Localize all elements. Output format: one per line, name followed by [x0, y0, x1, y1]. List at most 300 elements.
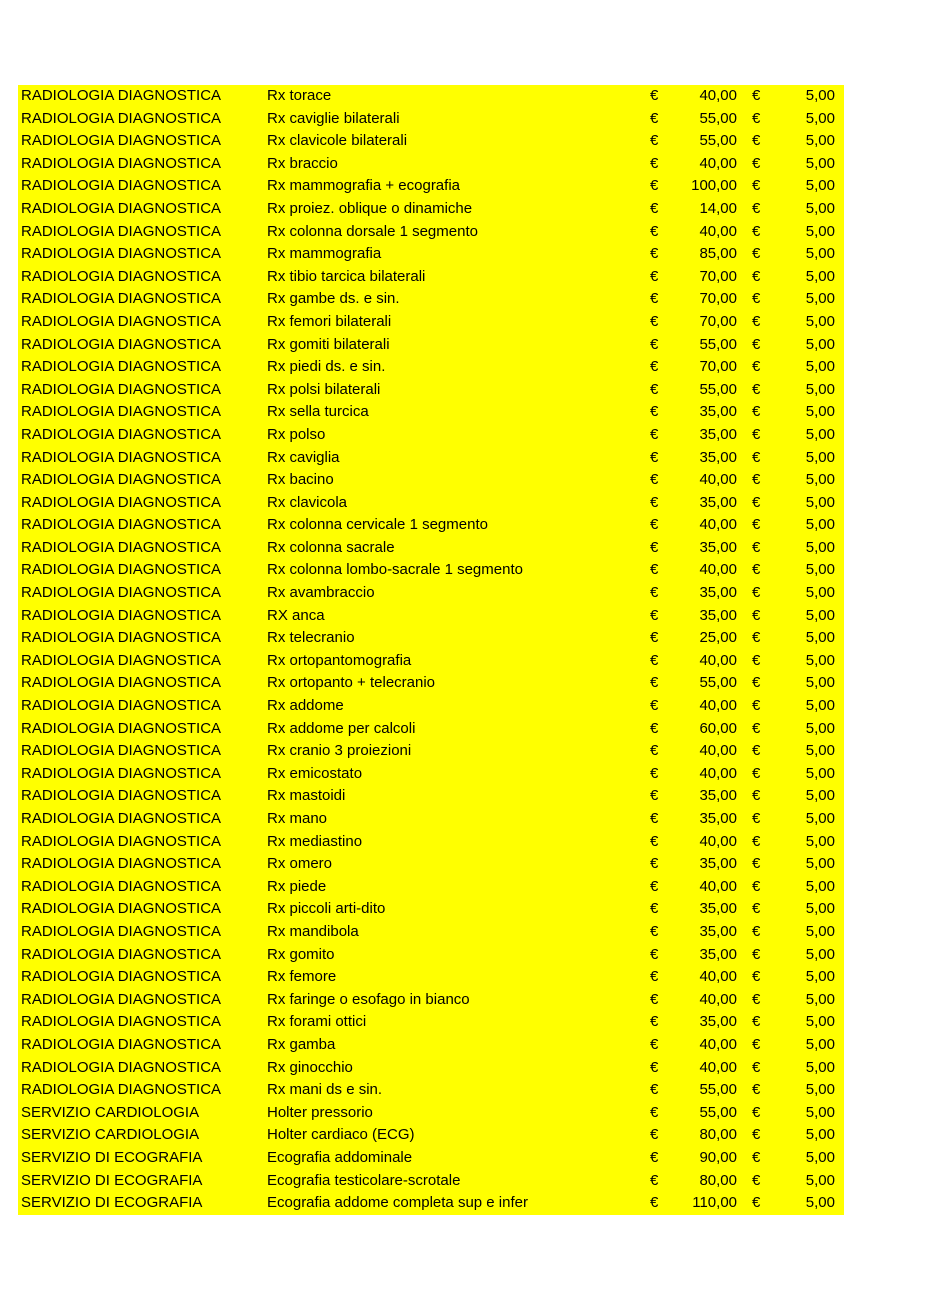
price-currency-cell: €: [650, 945, 659, 963]
fee-cell: 5,00: [805, 199, 835, 217]
exam-name-cell: Rx faringe o esofago in bianco: [267, 990, 470, 1008]
price-cell: 40,00: [699, 742, 737, 760]
price-currency-cell: €: [650, 651, 659, 669]
price-currency-cell: €: [650, 335, 659, 353]
exam-name-cell: Rx avambraccio: [267, 584, 375, 602]
price-currency-cell: €: [650, 855, 659, 873]
department-cell: SERVIZIO CARDIOLOGIA: [21, 1103, 200, 1121]
price-currency-cell: €: [650, 584, 659, 602]
department-cell: RADIOLOGIA DIAGNOSTICA: [21, 132, 222, 150]
fee-currency-cell: €: [752, 968, 761, 986]
table-row: [18, 921, 844, 944]
fee-currency-cell: €: [752, 516, 761, 534]
exam-name-cell: Rx caviglia: [267, 448, 340, 466]
exam-name-cell: Rx ortopantomografia: [267, 651, 412, 669]
price-cell: 40,00: [699, 990, 737, 1008]
exam-name-cell: Rx gomito: [267, 945, 335, 963]
exam-name-cell: Rx mani ds e sin.: [267, 1081, 383, 1099]
price-currency-cell: €: [650, 764, 659, 782]
price-currency-cell: €: [650, 832, 659, 850]
fee-currency-cell: €: [752, 674, 761, 692]
fee-cell: 5,00: [805, 538, 835, 556]
exam-name-cell: Rx mammografia: [267, 245, 382, 263]
price-cell: 40,00: [699, 154, 737, 172]
table-row: [18, 288, 844, 311]
price-currency-cell: €: [650, 1058, 659, 1076]
price-cell: 35,00: [699, 493, 737, 511]
table-row: [18, 1057, 844, 1080]
price-cell: 70,00: [699, 312, 737, 330]
department-cell: SERVIZIO CARDIOLOGIA: [21, 1126, 200, 1144]
table-row: [18, 1170, 844, 1193]
fee-currency-cell: €: [752, 1081, 761, 1099]
table-row: [18, 108, 844, 131]
fee-currency-cell: €: [752, 1103, 761, 1121]
price-currency-cell: €: [650, 425, 659, 443]
price-cell: 35,00: [699, 403, 737, 421]
fee-currency-cell: €: [752, 584, 761, 602]
price-currency-cell: €: [650, 1194, 659, 1212]
department-cell: RADIOLOGIA DIAGNOSTICA: [21, 403, 222, 421]
exam-name-cell: Rx polso: [267, 425, 326, 443]
price-currency-cell: €: [650, 403, 659, 421]
table-row: [18, 469, 844, 492]
table-row: [18, 1079, 844, 1102]
department-cell: RADIOLOGIA DIAGNOSTICA: [21, 380, 222, 398]
price-currency-cell: €: [650, 222, 659, 240]
price-currency-cell: €: [650, 245, 659, 263]
department-cell: RADIOLOGIA DIAGNOSTICA: [21, 358, 222, 376]
fee-currency-cell: €: [752, 764, 761, 782]
department-cell: RADIOLOGIA DIAGNOSTICA: [21, 290, 222, 308]
table-row: [18, 221, 844, 244]
price-cell: 40,00: [699, 651, 737, 669]
department-cell: RADIOLOGIA DIAGNOSTICA: [21, 1035, 222, 1053]
exam-name-cell: Rx addome per calcoli: [267, 719, 416, 737]
table-row: [18, 175, 844, 198]
fee-currency-cell: €: [752, 651, 761, 669]
table-row: [18, 695, 844, 718]
department-cell: RADIOLOGIA DIAGNOSTICA: [21, 697, 222, 715]
exam-name-cell: Rx piedi ds. e sin.: [267, 358, 386, 376]
fee-cell: 5,00: [805, 109, 835, 127]
fee-currency-cell: €: [752, 290, 761, 308]
department-cell: RADIOLOGIA DIAGNOSTICA: [21, 719, 222, 737]
department-cell: RADIOLOGIA DIAGNOSTICA: [21, 922, 222, 940]
fee-currency-cell: €: [752, 855, 761, 873]
fee-cell: 5,00: [805, 990, 835, 1008]
department-cell: RADIOLOGIA DIAGNOSTICA: [21, 651, 222, 669]
price-cell: 55,00: [699, 132, 737, 150]
fee-currency-cell: €: [752, 1171, 761, 1189]
fee-cell: 5,00: [805, 335, 835, 353]
table-row: [18, 266, 844, 289]
price-currency-cell: €: [650, 968, 659, 986]
fee-currency-cell: €: [752, 629, 761, 647]
fee-cell: 5,00: [805, 493, 835, 511]
exam-name-cell: Rx femore: [267, 968, 337, 986]
fee-currency-cell: €: [752, 742, 761, 760]
fee-cell: 5,00: [805, 922, 835, 940]
price-cell: 90,00: [699, 1148, 737, 1166]
price-cell: 55,00: [699, 380, 737, 398]
table-row: [18, 514, 844, 537]
department-cell: SERVIZIO DI ECOGRAFIA: [21, 1148, 203, 1166]
price-currency-cell: €: [650, 1013, 659, 1031]
exam-name-cell: Rx clavicola: [267, 493, 348, 511]
department-cell: RADIOLOGIA DIAGNOSTICA: [21, 109, 222, 127]
table-row: [18, 559, 844, 582]
price-cell: 35,00: [699, 810, 737, 827]
department-cell: RADIOLOGIA DIAGNOSTICA: [21, 855, 222, 873]
price-currency-cell: €: [650, 787, 659, 805]
price-currency-cell: €: [650, 719, 659, 737]
exam-name-cell: Rx polsi bilaterali: [267, 380, 381, 398]
exam-name-cell: Rx femori bilaterali: [267, 312, 392, 330]
price-cell: 55,00: [699, 1081, 737, 1099]
department-cell: SERVIZIO DI ECOGRAFIA: [21, 1194, 203, 1212]
fee-currency-cell: €: [752, 87, 761, 104]
exam-name-cell: Rx mastoidi: [267, 787, 346, 805]
price-currency-cell: €: [650, 674, 659, 692]
fee-cell: 5,00: [805, 832, 835, 850]
table-row: [18, 401, 844, 424]
exam-name-cell: Rx sella turcica: [267, 403, 369, 421]
price-currency-cell: €: [650, 1081, 659, 1099]
fee-currency-cell: €: [752, 132, 761, 150]
fee-cell: 5,00: [805, 1081, 835, 1099]
table-row: [18, 85, 844, 108]
table-row: [18, 876, 844, 899]
department-cell: RADIOLOGIA DIAGNOSTICA: [21, 810, 222, 827]
exam-name-cell: Rx bacino: [267, 471, 334, 489]
price-currency-cell: €: [650, 1148, 659, 1166]
table-row: [18, 672, 844, 695]
price-cell: 40,00: [699, 471, 737, 489]
exam-name-cell: Rx piccoli arti-dito: [267, 900, 386, 918]
table-row: [18, 537, 844, 560]
table-row: [18, 198, 844, 221]
fee-currency-cell: €: [752, 245, 761, 263]
exam-name-cell: Rx mammografia + ecografia: [267, 177, 460, 195]
price-cell: 110,00: [692, 1194, 737, 1212]
fee-currency-cell: €: [752, 312, 761, 330]
department-cell: RADIOLOGIA DIAGNOSTICA: [21, 945, 222, 963]
department-cell: RADIOLOGIA DIAGNOSTICA: [21, 493, 222, 511]
department-cell: RADIOLOGIA DIAGNOSTICA: [21, 629, 222, 647]
price-cell: 80,00: [699, 1126, 737, 1144]
department-cell: RADIOLOGIA DIAGNOSTICA: [21, 674, 222, 692]
price-currency-cell: €: [650, 516, 659, 534]
fee-cell: 5,00: [805, 697, 835, 715]
department-cell: RADIOLOGIA DIAGNOSTICA: [21, 764, 222, 782]
exam-name-cell: Rx ortopanto + telecranio: [267, 674, 436, 692]
fee-cell: 5,00: [805, 448, 835, 466]
fee-cell: 5,00: [805, 1148, 835, 1166]
fee-cell: 5,00: [805, 877, 835, 895]
department-cell: RADIOLOGIA DIAGNOSTICA: [21, 87, 222, 104]
price-currency-cell: €: [650, 290, 659, 308]
fee-cell: 5,00: [805, 1035, 835, 1053]
exam-name-cell: Rx ginocchio: [267, 1058, 353, 1076]
price-cell: 55,00: [699, 674, 737, 692]
table-row: [18, 1011, 844, 1034]
price-cell: 80,00: [699, 1171, 737, 1189]
exam-name-cell: Ecografia addome completa sup e infer: [267, 1194, 528, 1212]
price-cell: 35,00: [699, 787, 737, 805]
price-currency-cell: €: [650, 1126, 659, 1144]
table-row: [18, 153, 844, 176]
exam-name-cell: Holter pressorio: [267, 1103, 373, 1121]
price-cell: 35,00: [699, 448, 737, 466]
fee-cell: 5,00: [805, 810, 835, 827]
price-currency-cell: €: [650, 742, 659, 760]
department-cell: RADIOLOGIA DIAGNOSTICA: [21, 900, 222, 918]
department-cell: RADIOLOGIA DIAGNOSTICA: [21, 471, 222, 489]
fee-currency-cell: €: [752, 154, 761, 172]
table-row: [18, 379, 844, 402]
fee-cell: 5,00: [805, 87, 835, 104]
exam-name-cell: Rx telecranio: [267, 629, 355, 647]
price-cell: 35,00: [699, 1013, 737, 1031]
department-cell: RADIOLOGIA DIAGNOSTICA: [21, 561, 222, 579]
fee-cell: 5,00: [805, 380, 835, 398]
fee-currency-cell: €: [752, 1058, 761, 1076]
table-row: [18, 989, 844, 1012]
fee-currency-cell: €: [752, 380, 761, 398]
table-row: [18, 808, 844, 831]
department-cell: RADIOLOGIA DIAGNOSTICA: [21, 1058, 222, 1076]
exam-name-cell: Rx cranio 3 proiezioni: [267, 742, 412, 760]
price-cell: 70,00: [699, 358, 737, 376]
department-cell: RADIOLOGIA DIAGNOSTICA: [21, 877, 222, 895]
fee-cell: 5,00: [805, 1171, 835, 1189]
table-row: [18, 356, 844, 379]
fee-cell: 5,00: [805, 629, 835, 647]
department-cell: RADIOLOGIA DIAGNOSTICA: [21, 606, 222, 624]
price-currency-cell: €: [650, 448, 659, 466]
fee-cell: 5,00: [805, 245, 835, 263]
table-row: [18, 243, 844, 266]
fee-cell: 5,00: [805, 516, 835, 534]
department-cell: RADIOLOGIA DIAGNOSTICA: [21, 538, 222, 556]
department-cell: RADIOLOGIA DIAGNOSTICA: [21, 154, 222, 172]
table-row: [18, 1124, 844, 1147]
table-row: [18, 785, 844, 808]
department-cell: RADIOLOGIA DIAGNOSTICA: [21, 267, 222, 285]
price-currency-cell: €: [650, 380, 659, 398]
fee-cell: 5,00: [805, 1103, 835, 1121]
department-cell: RADIOLOGIA DIAGNOSTICA: [21, 245, 222, 263]
price-cell: 35,00: [699, 855, 737, 873]
price-currency-cell: €: [650, 697, 659, 715]
department-cell: RADIOLOGIA DIAGNOSTICA: [21, 448, 222, 466]
fee-currency-cell: €: [752, 425, 761, 443]
fee-cell: 5,00: [805, 651, 835, 669]
table-row: [18, 718, 844, 741]
fee-cell: 5,00: [805, 719, 835, 737]
fee-currency-cell: €: [752, 945, 761, 963]
department-cell: RADIOLOGIA DIAGNOSTICA: [21, 177, 222, 195]
fee-currency-cell: €: [752, 922, 761, 940]
fee-currency-cell: €: [752, 900, 761, 918]
exam-name-cell: Rx torace: [267, 87, 332, 104]
fee-currency-cell: €: [752, 1126, 761, 1144]
department-cell: RADIOLOGIA DIAGNOSTICA: [21, 584, 222, 602]
table-row: [18, 311, 844, 334]
table-row: [18, 492, 844, 515]
price-currency-cell: €: [650, 990, 659, 1008]
exam-name-cell: Rx mano: [267, 810, 328, 827]
price-cell: 35,00: [699, 945, 737, 963]
price-cell: 40,00: [699, 1035, 737, 1053]
price-currency-cell: €: [650, 1035, 659, 1053]
price-cell: 40,00: [699, 87, 737, 104]
price-currency-cell: €: [650, 132, 659, 150]
fee-currency-cell: €: [752, 877, 761, 895]
exam-name-cell: Ecografia testicolare-scrotale: [267, 1171, 461, 1189]
fee-currency-cell: €: [752, 606, 761, 624]
exam-name-cell: Rx omero: [267, 855, 333, 873]
price-cell: 40,00: [699, 516, 737, 534]
fee-currency-cell: €: [752, 1013, 761, 1031]
price-cell: 40,00: [699, 222, 737, 240]
price-currency-cell: €: [650, 358, 659, 376]
department-cell: RADIOLOGIA DIAGNOSTICA: [21, 990, 222, 1008]
price-cell: 40,00: [699, 561, 737, 579]
table-row: [18, 447, 844, 470]
price-currency-cell: €: [650, 900, 659, 918]
fee-cell: 5,00: [805, 900, 835, 918]
price-cell: 40,00: [699, 697, 737, 715]
department-cell: RADIOLOGIA DIAGNOSTICA: [21, 1013, 222, 1031]
fee-currency-cell: €: [752, 448, 761, 466]
price-currency-cell: €: [650, 1171, 659, 1189]
fee-currency-cell: €: [752, 109, 761, 127]
fee-currency-cell: €: [752, 471, 761, 489]
fee-cell: 5,00: [805, 403, 835, 421]
price-currency-cell: €: [650, 154, 659, 172]
exam-name-cell: Rx forami ottici: [267, 1013, 367, 1031]
table-row: [18, 740, 844, 763]
department-cell: RADIOLOGIA DIAGNOSTICA: [21, 1081, 222, 1099]
department-cell: RADIOLOGIA DIAGNOSTICA: [21, 787, 222, 805]
exam-name-cell: Holter cardiaco (ECG): [267, 1126, 415, 1144]
table-row: [18, 424, 844, 447]
price-currency-cell: €: [650, 877, 659, 895]
price-cell: 35,00: [699, 584, 737, 602]
department-cell: RADIOLOGIA DIAGNOSTICA: [21, 968, 222, 986]
price-cell: 35,00: [699, 922, 737, 940]
price-currency-cell: €: [650, 87, 659, 104]
fee-cell: 5,00: [805, 267, 835, 285]
price-cell: 35,00: [699, 425, 737, 443]
exam-name-cell: Rx colonna dorsale 1 segmento: [267, 222, 478, 240]
table-row: [18, 944, 844, 967]
price-cell: 14,00: [699, 199, 737, 217]
exam-name-cell: Rx proiez. oblique o dinamiche: [267, 199, 473, 217]
fee-cell: 5,00: [805, 606, 835, 624]
fee-cell: 5,00: [805, 584, 835, 602]
price-cell: 35,00: [699, 606, 737, 624]
department-cell: RADIOLOGIA DIAGNOSTICA: [21, 199, 222, 217]
price-cell: 40,00: [699, 832, 737, 850]
table-row: [18, 966, 844, 989]
price-currency-cell: €: [650, 1103, 659, 1121]
fee-cell: 5,00: [805, 855, 835, 873]
fee-cell: 5,00: [805, 1194, 835, 1212]
fee-cell: 5,00: [805, 154, 835, 172]
table-row: [18, 334, 844, 357]
table-row: [18, 763, 844, 786]
price-cell: 40,00: [699, 968, 737, 986]
price-cell: 85,00: [699, 245, 737, 263]
price-cell: 35,00: [699, 900, 737, 918]
exam-name-cell: Rx clavicole bilaterali: [267, 132, 408, 150]
price-currency-cell: €: [650, 538, 659, 556]
fee-cell: 5,00: [805, 742, 835, 760]
exam-name-cell: Rx mandibola: [267, 922, 359, 940]
price-currency-cell: €: [650, 471, 659, 489]
exam-name-cell: Rx tibio tarcica bilaterali: [267, 267, 426, 285]
fee-cell: 5,00: [805, 425, 835, 443]
fee-currency-cell: €: [752, 358, 761, 376]
price-currency-cell: €: [650, 177, 659, 195]
table-row: [18, 130, 844, 153]
exam-name-cell: Rx piede: [267, 877, 327, 895]
department-cell: RADIOLOGIA DIAGNOSTICA: [21, 516, 222, 534]
fee-cell: 5,00: [805, 764, 835, 782]
fee-currency-cell: €: [752, 1148, 761, 1166]
exam-name-cell: RX anca: [267, 606, 325, 624]
price-currency-cell: €: [650, 312, 659, 330]
fee-cell: 5,00: [805, 945, 835, 963]
exam-name-cell: Rx gambe ds. e sin.: [267, 290, 400, 308]
fee-cell: 5,00: [805, 968, 835, 986]
price-cell: 70,00: [699, 290, 737, 308]
price-currency-cell: €: [650, 561, 659, 579]
fee-currency-cell: €: [752, 832, 761, 850]
department-cell: RADIOLOGIA DIAGNOSTICA: [21, 312, 222, 330]
exam-name-cell: Rx caviglie bilaterali: [267, 109, 400, 127]
table-row: [18, 1192, 844, 1215]
price-cell: 100,00: [691, 177, 737, 195]
fee-currency-cell: €: [752, 538, 761, 556]
department-cell: RADIOLOGIA DIAGNOSTICA: [21, 425, 222, 443]
price-currency-cell: €: [650, 922, 659, 940]
fee-cell: 5,00: [805, 132, 835, 150]
table-row: [18, 853, 844, 876]
fee-currency-cell: €: [752, 335, 761, 353]
price-cell: 55,00: [699, 1103, 737, 1121]
exam-name-cell: Rx colonna lombo-sacrale 1 segmento: [267, 561, 523, 579]
fee-currency-cell: €: [752, 810, 761, 827]
table-row: [18, 831, 844, 854]
fee-cell: 5,00: [805, 358, 835, 376]
fee-cell: 5,00: [805, 177, 835, 195]
fee-currency-cell: €: [752, 561, 761, 579]
table-row: [18, 582, 844, 605]
price-cell: 25,00: [699, 629, 737, 647]
fee-currency-cell: €: [752, 493, 761, 511]
department-cell: RADIOLOGIA DIAGNOSTICA: [21, 832, 222, 850]
fee-cell: 5,00: [805, 1013, 835, 1031]
fee-currency-cell: €: [752, 990, 761, 1008]
exam-name-cell: Rx addome: [267, 697, 344, 715]
table-row: [18, 627, 844, 650]
price-cell: 70,00: [699, 267, 737, 285]
price-list-table: [18, 85, 844, 1215]
